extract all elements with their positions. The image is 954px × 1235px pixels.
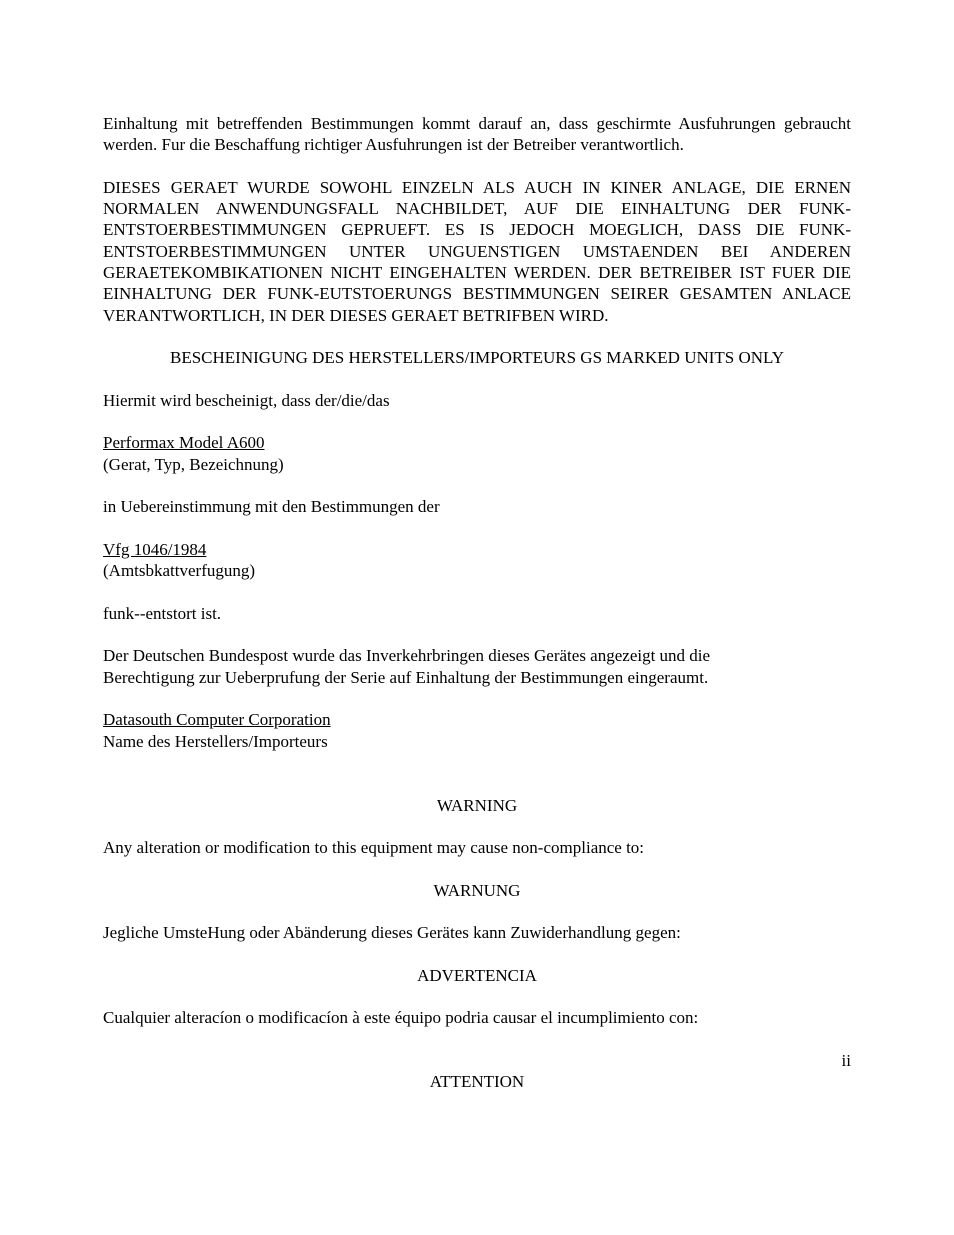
warning-es-text: Cualquier alteracíon o modificacíon à este équipo podria causar el incumplimiento con:	[103, 1008, 699, 1028]
paragraph-shielding-note: Einhaltung mit betreffenden Bestimmungen kommt darauf an, dass geschirmte Ausfuhrungen gebraucht werden. Fur die Beschaffung richtiger Ausfuhrungen ist der Betreiber verantwortlich.	[103, 114, 851, 155]
manufacturer-caption: Name des Herstellers/Importeurs	[103, 731, 328, 751]
warning-en-text: Any alteration or modification to this equipment may cause non-compliance to:	[103, 838, 645, 858]
heading-warning-fr: ATTENTION	[429, 1072, 525, 1092]
warning-de-text: Jegliche UmsteHung oder Abänderung dieses Gerätes kann Zuwiderhandlung gegen:	[103, 923, 681, 943]
paragraph-certification-intro: Hiermit wird bescheinigt, dass der/die/das	[103, 390, 390, 410]
paragraph-bundespost	[103, 645, 851, 688]
bundespost-line-2: Berechtigung zur Ueberprufung der Serie auf Einhaltung der Bestimmungen eingeraumt.	[103, 667, 709, 687]
paragraph-suppressed: funk--entstort ist.	[103, 603, 222, 623]
page-number: ii	[841, 1051, 851, 1071]
heading-warning-es: ADVERTENCIA	[417, 965, 537, 985]
bundespost-line-1: Der Deutschen Bundespost wurde das Inverkehrbringen dieses Gerätes angezeigt und die	[103, 646, 711, 666]
paragraph-interference-notice: DIESES GERAET WURDE SOWOHL EINZELN ALS AUCH IN KINER ANLAGE, DIE ERNEN NORMALEN ANWENDUNGSFALL NACHBILDET, AUF DIE EINHALTUNG DER FUNK-ENTSTOERBESTIMMUNGEN GEPRUEFT. ES IS JEDOCH MOEGLICH, DASS DIE FUNK-ENTSTOERBESTIMMUNGEN UNTER UNGUENSTIGEN UMSTAENDEN BEI ANDEREN GERAETEKOMBIKATIONEN NICHT EINGEHALTEN WERDEN. DER BETREIBER IST FUER DIE EINHALTUNG DER FUNK-EUTSTOERUNGS BESTIMMUNGEN SEIRER GESAMTEN ANLACE VERANTWORTLICH, IN DER DIESES GERAET BETRIFBEN WIRD.	[103, 177, 851, 325]
paragraph-compliance: in Uebereinstimmung mit den Bestimmungen der	[103, 497, 440, 517]
heading-warning-de: WARNUNG	[433, 880, 521, 900]
heading-warning-en: WARNING	[436, 795, 518, 815]
heading-manufacturer-certificate: BESCHEINIGUNG DES HERSTELLERS/IMPORTEURS GS MARKED UNITS ONLY	[169, 348, 785, 368]
regulation-name: Vfg 1046/1984	[103, 539, 207, 559]
document-page	[103, 113, 851, 1114]
device-block	[103, 432, 851, 475]
manufacturer-name: Datasouth Computer Corporation	[103, 710, 331, 730]
regulation-block	[103, 539, 851, 582]
regulation-caption: (Amtsbkattverfugung)	[103, 561, 256, 581]
device-name: Performax Model A600	[103, 433, 265, 453]
device-caption: (Gerat, Typ, Bezeichnung)	[103, 454, 284, 474]
manufacturer-block	[103, 709, 851, 752]
